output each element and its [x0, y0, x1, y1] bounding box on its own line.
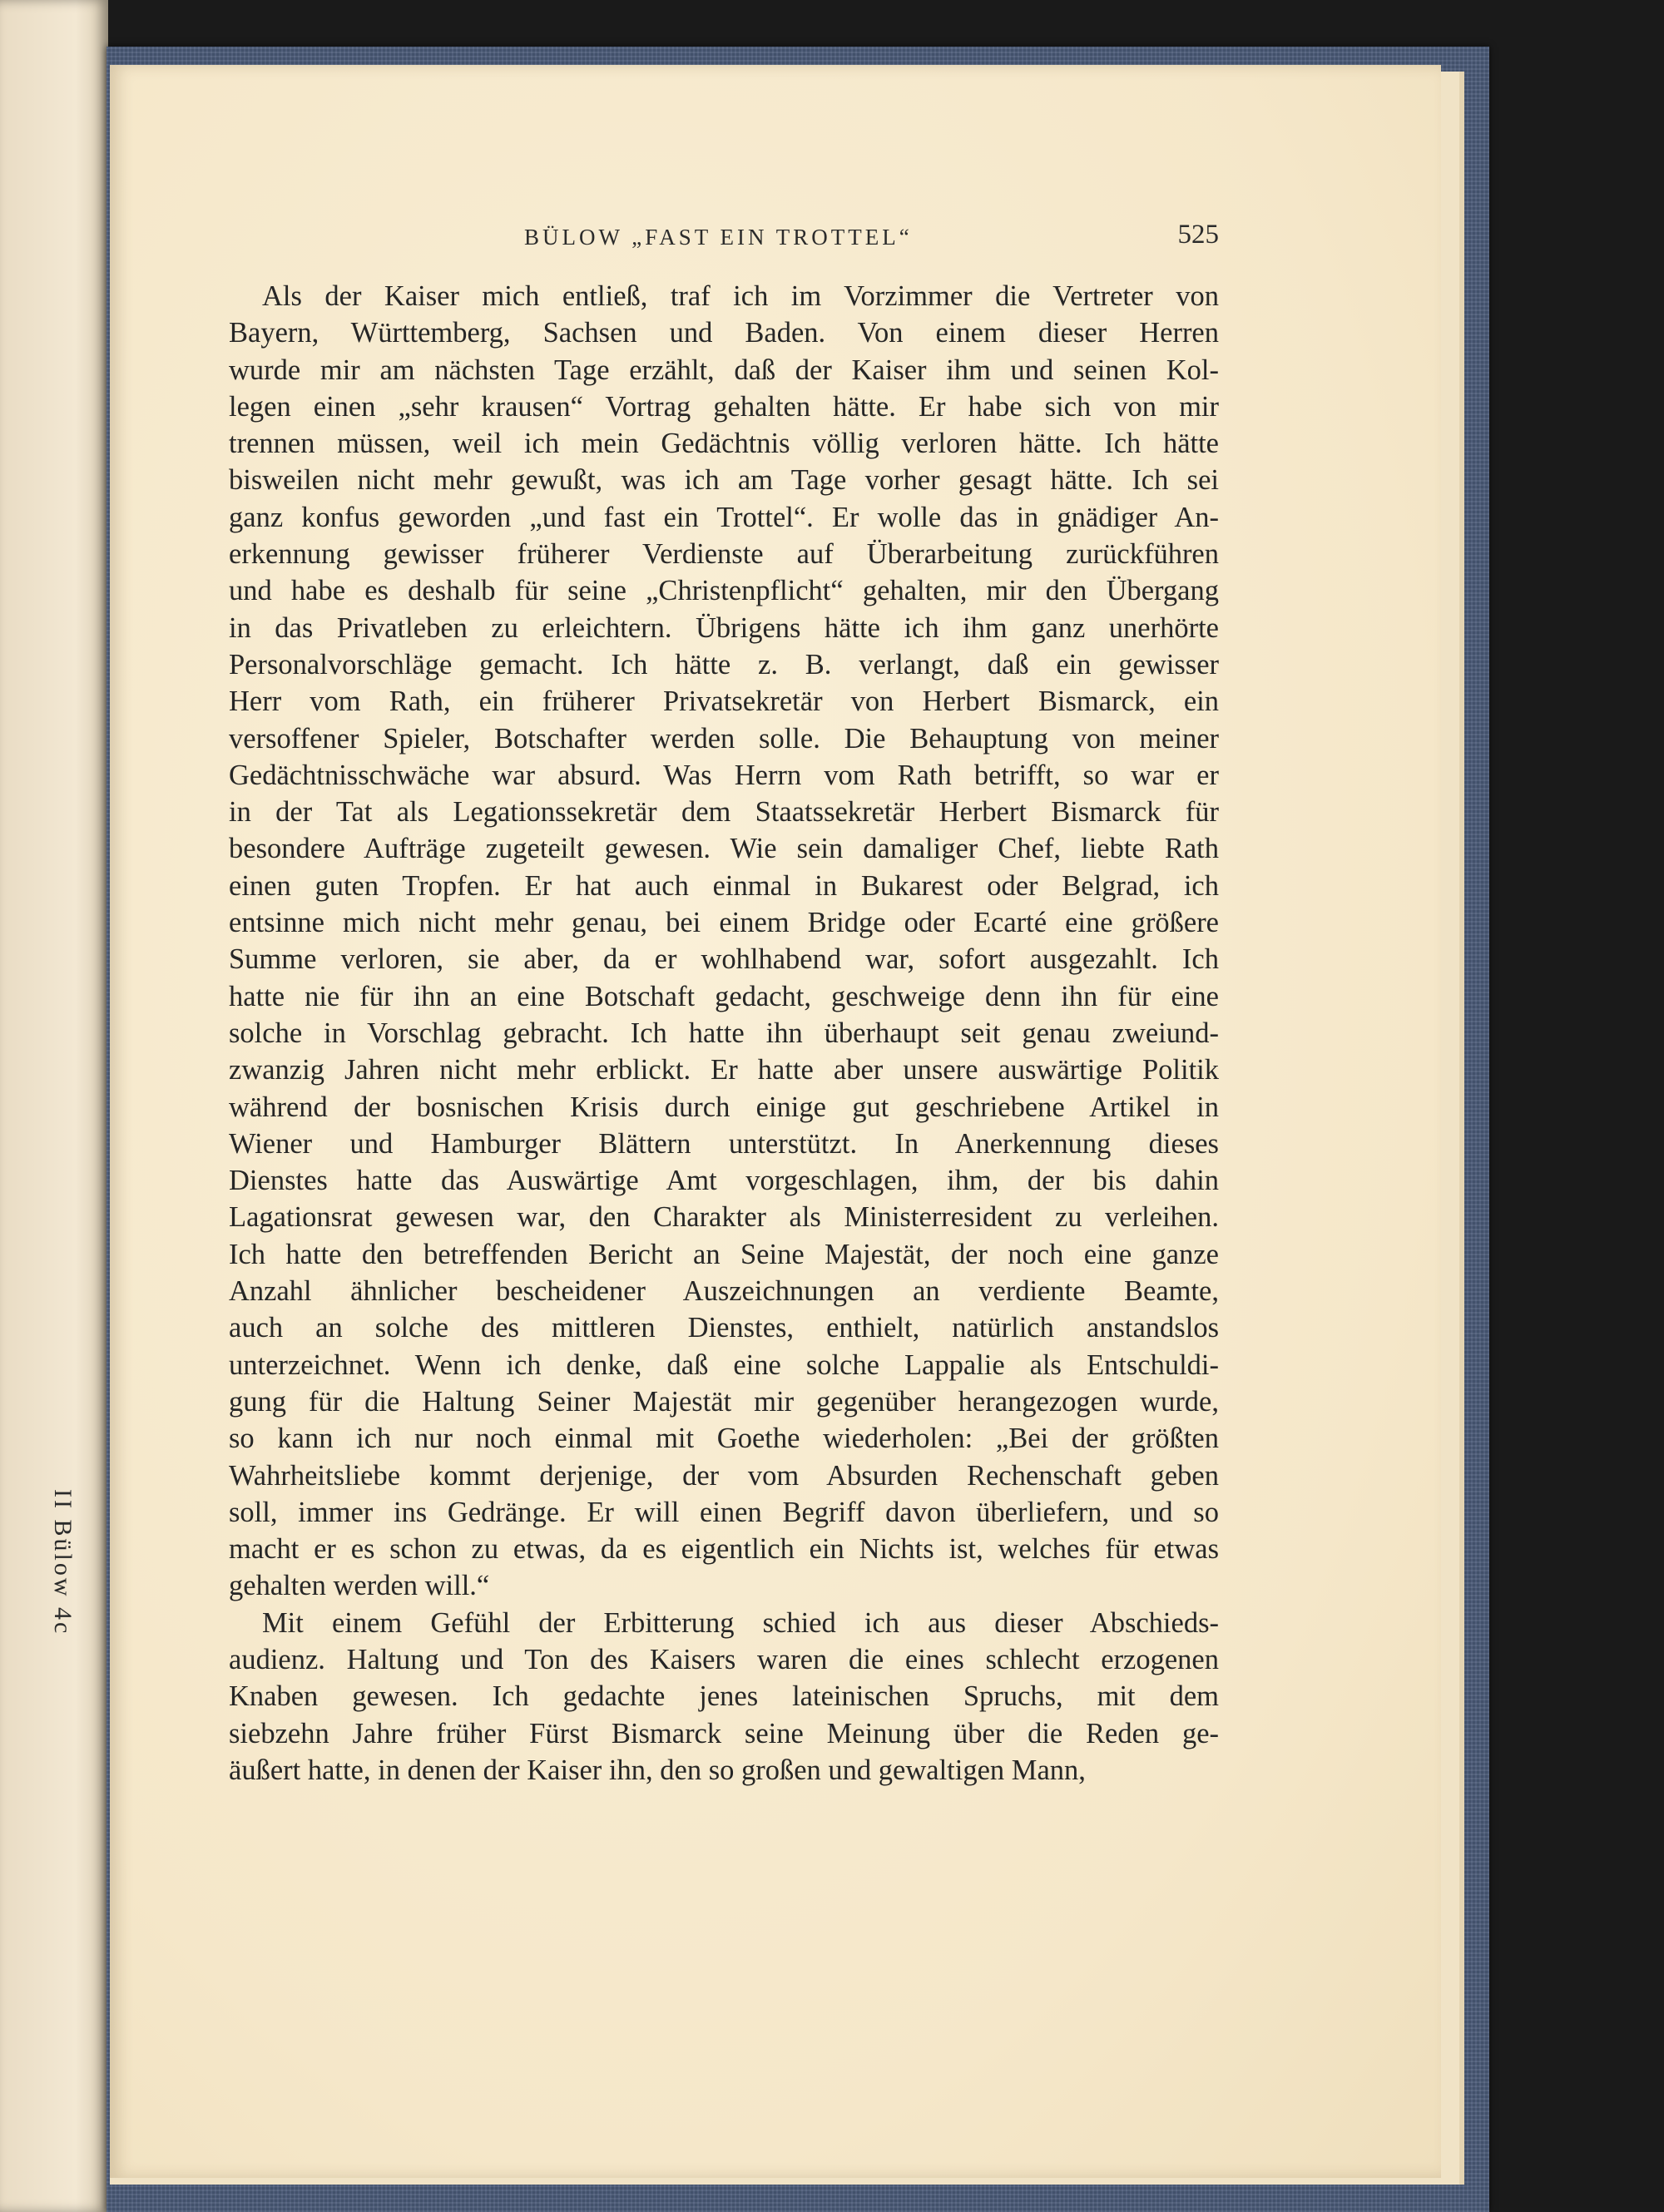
text-line: einen guten Tropfen. Er hat auch einmal in Bukarest oder Belgrad, ich	[229, 869, 1219, 902]
text-line: in der Tat als Legationssekretär dem Staatssekretär Herbert Bismarck für	[229, 796, 1219, 829]
running-header	[229, 220, 1219, 261]
text-line: audienz. Haltung und Ton des Kaisers waren die eines schlecht erzogenen	[229, 1643, 1219, 1675]
text-line: äußert hatte, in denen der Kaiser ihn, den so großen und gewaltigen Mann,	[229, 1754, 1086, 1786]
text-line: siebzehn Jahre früher Fürst Bismarck seine Meinung über die Reden ge-	[229, 1717, 1219, 1749]
body-text	[229, 278, 1219, 1789]
text-line: bisweilen nicht mehr gewußt, was ich am Tage vorher gesagt hätte. Ich sei	[229, 464, 1219, 497]
text-line: Wahrheitsliebe kommt derjenige, der vom Absurden Rechenschaft geben	[229, 1459, 1219, 1492]
text-line: Dienstes hatte das Auswärtige Amt vorgeschlagen, ihm, der bis dahin	[229, 1165, 1219, 1197]
text-line: unterzeichnet. Wenn ich denke, daß eine solche Lappalie als Entschuldi-	[229, 1348, 1219, 1381]
text-line: hatte nie für ihn an eine Botschaft gedacht, geschweige denn ihn für eine	[229, 980, 1219, 1012]
text-line: Knaben gewesen. Ich gedachte jenes lateinischen Spruchs, mit dem	[229, 1680, 1219, 1713]
text-line: und habe es deshalb für seine „Christenpflicht“ gehalten, mir den Übergang	[229, 575, 1219, 607]
facing-page-text: II Bülow 4c	[49, 1489, 77, 1636]
text-line: trennen müssen, weil ich mein Gedächtnis völlig verloren hätte. Ich hätte	[229, 428, 1219, 460]
text-line: in das Privatleben zu erleichtern. Übrigens hätte ich ihm ganz unerhörte	[229, 611, 1219, 644]
text-line: wurde mir am nächsten Tage erzählt, daß der Kaiser ihm und seinen Kol-	[229, 354, 1219, 386]
text-line: ganz konfus geworden „und fast ein Trottel“. Er wolle das in gnädiger An-	[229, 501, 1219, 533]
text-line: gung für die Haltung Seiner Majestät mir gegenüber herangezogen wurde,	[229, 1385, 1219, 1418]
text-line: Personalvorschläge gemacht. Ich hätte z. B. verlangt, daß ein gewisser	[229, 648, 1219, 680]
text-line: soll, immer ins Gedränge. Er will einen Begriff davon überliefern, und so	[229, 1496, 1219, 1528]
text-line: Als der Kaiser mich entließ, traf ich im Vorzimmer die Vertreter von	[262, 280, 1219, 312]
text-line: Ich hatte den betreffenden Bericht an Seine Majestät, der noch eine ganze	[229, 1238, 1219, 1270]
text-line: Lagationsrat gewesen war, den Charakter als Ministerresident zu verleihen.	[229, 1201, 1219, 1234]
facing-page-edge	[0, 0, 108, 2212]
running-title: BÜLOW „FAST EIN TROTTEL“	[524, 225, 913, 250]
text-line: Herr vom Rath, ein früherer Privatsekretär von Herbert Bismarck, ein	[229, 685, 1219, 718]
text-line: so kann ich nur noch einmal mit Goethe wiederholen: „Bei der größten	[229, 1423, 1219, 1455]
text-line: Summe verloren, sie aber, da er wohlhabend war, sofort ausgezahlt. Ich	[229, 943, 1219, 976]
text-line: solche in Vorschlag gebracht. Ich hatte ihn überhaupt seit genau zweiund-	[229, 1017, 1219, 1049]
page-number: 525	[1177, 220, 1219, 250]
text-line: Bayern, Württemberg, Sachsen und Baden. Von einem dieser Herren	[229, 317, 1219, 349]
text-line: versoffener Spieler, Botschafter werden solle. Die Behauptung von meiner	[229, 722, 1219, 755]
text-line: während der bosnischen Krisis durch einige gut geschriebene Artikel in	[229, 1091, 1219, 1123]
text-line: Anzahl ähnlicher bescheidener Auszeichnungen an verdiente Beamte,	[229, 1275, 1219, 1308]
text-line: Wiener und Hamburger Blättern unterstützt. In Anerkennung dieses	[229, 1127, 1219, 1160]
text-line: zwanzig Jahren nicht mehr erblickt. Er hatte aber unsere auswärtige Politik	[229, 1054, 1219, 1086]
text-line: auch an solche des mittleren Dienstes, enthielt, natürlich anstandslos	[229, 1312, 1219, 1344]
text-line: legen einen „sehr krausen“ Vortrag gehalten hätte. Er habe sich von mir	[229, 390, 1219, 423]
text-line: Gedächtnisschwäche war absurd. Was Herrn vom Rath betrifft, so war er	[229, 759, 1219, 791]
text-line: gehalten werden will.“	[229, 1570, 490, 1602]
text-line: Mit einem Gefühl der Erbitterung schied ich aus dieser Abschieds-	[262, 1606, 1219, 1639]
paragraph	[229, 1605, 1219, 1789]
text-line: entsinne mich nicht mehr genau, bei einem Bridge oder Ecarté eine größere	[229, 907, 1219, 939]
text-line: erkennung gewisser früherer Verdienste auf Überarbeitung zurückführen	[229, 538, 1219, 571]
text-line: besondere Aufträge zugeteilt gewesen. Wie sein damaliger Chef, liebte Rath	[229, 833, 1219, 865]
paragraph	[229, 278, 1219, 1605]
text-line: macht er es schon zu etwas, da es eigentlich ein Nichts ist, welches für etwas	[229, 1533, 1219, 1566]
